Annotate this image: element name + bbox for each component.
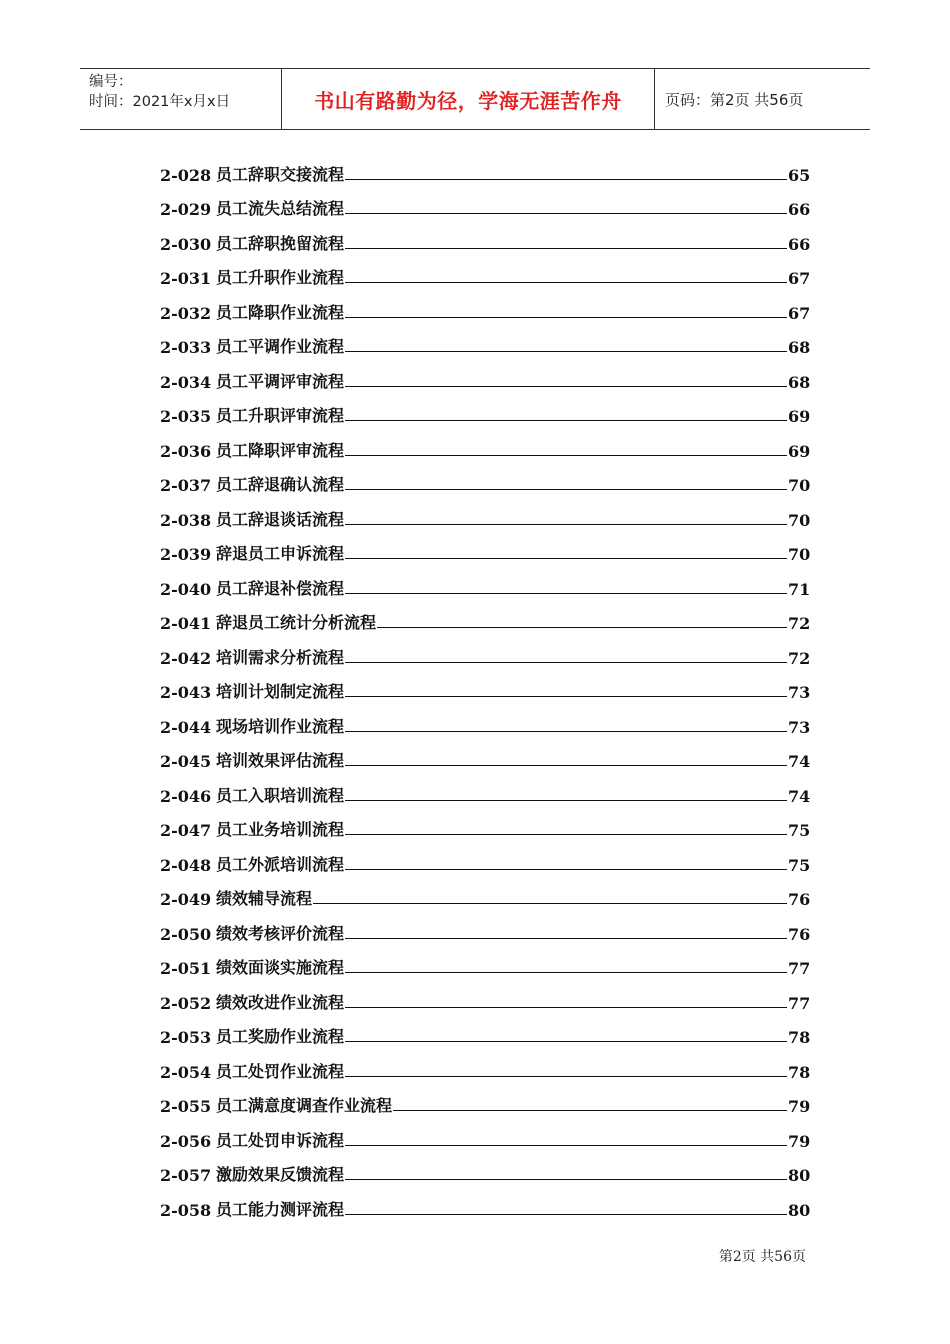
toc-entry-title: 员工平调评审流程	[216, 371, 345, 391]
toc-leader-line	[345, 1214, 787, 1215]
toc-entry-title: 员工辞退谈话流程	[216, 509, 345, 529]
toc-entry[interactable]	[160, 633, 811, 668]
toc-entry-code: 2-029	[160, 200, 212, 219]
toc-entry-title: 员工外派培训流程	[216, 854, 345, 874]
toc-entry[interactable]	[160, 909, 811, 944]
toc-entry-code: 2-050	[160, 924, 212, 944]
toc-entry-page: 72	[788, 614, 811, 633]
toc-entry[interactable]	[160, 426, 811, 461]
toc-entry[interactable]	[160, 806, 811, 841]
toc-entry-page: 78	[788, 1028, 811, 1047]
toc-entry-code: 2-047	[160, 821, 212, 840]
toc-entry-code: 2-036	[160, 441, 212, 461]
toc-leader-line	[345, 696, 787, 697]
toc-entry-page: 72	[788, 648, 811, 668]
toc-entry-code: 2-048	[160, 855, 212, 875]
toc-entry-page: 77	[788, 993, 811, 1013]
document-number-label: 编号：	[89, 74, 133, 90]
toc-entry-page: 80	[788, 1166, 811, 1185]
toc-entry[interactable]	[160, 944, 811, 979]
toc-leader-line	[345, 213, 787, 214]
toc-entry-page: 67	[788, 269, 811, 288]
toc-leader-line	[345, 593, 787, 594]
toc-entry[interactable]	[160, 702, 811, 737]
toc-leader-line	[345, 1179, 787, 1180]
toc-leader-line	[345, 662, 787, 663]
page-footer: 第2页 共56页	[718, 1249, 806, 1265]
toc-leader-line	[345, 489, 787, 490]
toc-entry[interactable]	[160, 357, 811, 392]
toc-entry[interactable]	[160, 150, 811, 185]
toc-entry-title: 辞退员工申诉流程	[216, 544, 345, 563]
toc-entry-code: 2-054	[160, 1062, 212, 1082]
toc-leader-line	[345, 351, 787, 352]
toc-entry-code: 2-043	[160, 683, 212, 702]
toc-leader-line	[345, 834, 787, 835]
toc-entry-title: 员工降职评审流程	[216, 440, 345, 460]
toc-entry-code: 2-055	[160, 1097, 212, 1116]
toc-leader-line	[345, 420, 787, 421]
toc-leader-line	[345, 1145, 787, 1146]
toc-leader-line	[345, 1007, 787, 1008]
toc-leader-line	[393, 1110, 787, 1111]
document-time-label: 时间：2021年x月x日	[89, 94, 231, 110]
toc-entry-title: 员工升职作业流程	[216, 268, 345, 287]
toc-entry-title: 现场培训作业流程	[216, 716, 345, 736]
toc-entry-page: 67	[788, 303, 811, 323]
toc-entry[interactable]	[160, 495, 811, 530]
toc-entry[interactable]	[160, 185, 811, 220]
toc-entry-page: 73	[788, 717, 811, 737]
toc-entry-title: 员工升职评审流程	[216, 406, 345, 425]
page-header	[80, 68, 870, 130]
toc-entry-title: 激励效果反馈流程	[216, 1165, 345, 1184]
toc-entry[interactable]	[160, 875, 811, 910]
toc-entry[interactable]	[160, 1013, 811, 1048]
toc-entry-code: 2-039	[160, 545, 212, 564]
toc-entry-code: 2-030	[160, 234, 212, 254]
toc-entry[interactable]	[160, 978, 811, 1013]
toc-entry-code: 2-032	[160, 303, 212, 323]
toc-entry-title: 绩效面谈实施流程	[216, 958, 345, 977]
toc-leader-line	[345, 938, 787, 939]
toc-entry-code: 2-034	[160, 372, 212, 392]
toc-entry-page: 69	[788, 407, 811, 426]
toc-entry-page: 71	[788, 579, 811, 599]
toc-entry-code: 2-037	[160, 476, 212, 495]
toc-entry-title: 员工辞退补偿流程	[216, 578, 345, 598]
toc-leader-line	[345, 558, 787, 559]
toc-entry-page: 68	[788, 372, 811, 392]
header-page-label: 页码：第2页 共56页	[665, 90, 804, 109]
toc-entry-code: 2-044	[160, 717, 212, 737]
toc-entry-code: 2-045	[160, 752, 212, 771]
toc-entry[interactable]	[160, 771, 811, 806]
toc-leader-line	[345, 179, 787, 180]
toc-leader-line	[345, 1041, 787, 1042]
toc-entry-title: 员工业务培训流程	[216, 820, 345, 839]
toc-entry-title: 培训需求分析流程	[216, 647, 345, 667]
toc-entry-code: 2-046	[160, 786, 212, 806]
toc-entry-page: 79	[788, 1097, 811, 1116]
toc-entry-code: 2-031	[160, 269, 212, 288]
toc-leader-line	[345, 282, 787, 283]
toc-leader-line	[345, 972, 787, 973]
toc-entry[interactable]	[160, 668, 811, 703]
toc-entry-code: 2-053	[160, 1028, 212, 1047]
toc-entry[interactable]	[160, 219, 811, 254]
toc-entry-page: 65	[788, 165, 811, 185]
toc-entry[interactable]	[160, 1047, 811, 1082]
header-meta	[80, 69, 282, 129]
toc-entry-title: 员工奖励作业流程	[216, 1027, 345, 1046]
toc-entry-page: 73	[788, 683, 811, 702]
toc-entry-page: 75	[788, 855, 811, 875]
toc-entry[interactable]	[160, 530, 811, 565]
toc-entry-code: 2-049	[160, 890, 212, 909]
toc-entry-code: 2-028	[160, 165, 212, 185]
toc-entry-page: 77	[788, 959, 811, 978]
toc-entry-code: 2-033	[160, 338, 212, 357]
toc-entry-title: 员工辞退确认流程	[216, 475, 345, 494]
toc-entry-title: 员工入职培训流程	[216, 785, 345, 805]
toc-entry-page: 70	[788, 510, 811, 530]
toc-entry-title: 员工降职作业流程	[216, 302, 345, 322]
toc-entry-title: 员工辞职交接流程	[216, 164, 345, 184]
toc-entry-page: 66	[788, 200, 811, 219]
toc-entry-page: 74	[788, 786, 811, 806]
toc-leader-line	[345, 869, 787, 870]
toc-entry-page: 66	[788, 234, 811, 254]
toc-leader-line	[377, 627, 787, 628]
header-motto: 书山有路勤为径，学海无涯苦作舟	[282, 69, 655, 129]
toc-entry[interactable]	[160, 1116, 811, 1151]
toc-entry-page: 68	[788, 338, 811, 357]
toc-entry-page: 75	[788, 821, 811, 840]
toc-entry[interactable]	[160, 288, 811, 323]
toc-leader-line	[345, 455, 787, 456]
toc-entry[interactable]	[160, 392, 811, 427]
toc-entry-title: 绩效辅导流程	[216, 889, 313, 908]
toc-leader-line	[345, 524, 787, 525]
toc-entry-page: 70	[788, 476, 811, 495]
table-of-contents	[160, 150, 811, 1220]
toc-entry[interactable]	[160, 564, 811, 599]
toc-entry-title: 员工处罚作业流程	[216, 1061, 345, 1081]
toc-leader-line	[345, 731, 787, 732]
toc-entry-title: 绩效改进作业流程	[216, 992, 345, 1012]
toc-entry-page: 70	[788, 545, 811, 564]
toc-entry[interactable]	[160, 461, 811, 496]
toc-leader-line	[345, 800, 787, 801]
toc-leader-line	[313, 903, 787, 904]
toc-entry-title: 员工满意度调查作业流程	[216, 1096, 393, 1115]
toc-entry-page: 76	[788, 924, 811, 944]
toc-entry[interactable]	[160, 737, 811, 772]
toc-entry-title: 培训效果评估流程	[216, 751, 345, 770]
toc-entry-page: 69	[788, 441, 811, 461]
toc-entry[interactable]	[160, 323, 811, 358]
toc-entry-page: 79	[788, 1131, 811, 1151]
toc-entry-code: 2-051	[160, 959, 212, 978]
toc-entry-code: 2-052	[160, 993, 212, 1013]
toc-entry[interactable]	[160, 840, 811, 875]
toc-entry-code: 2-035	[160, 407, 212, 426]
toc-entry-title: 员工处罚申诉流程	[216, 1130, 345, 1150]
toc-entry-page: 80	[788, 1200, 811, 1220]
toc-entry[interactable]	[160, 599, 811, 634]
toc-entry-title: 员工流失总结流程	[216, 199, 345, 218]
toc-entry-title: 培训计划制定流程	[216, 682, 345, 701]
toc-leader-line	[345, 317, 787, 318]
toc-leader-line	[345, 1076, 787, 1077]
toc-entry-title: 员工平调作业流程	[216, 337, 345, 356]
toc-entry-title: 绩效考核评价流程	[216, 923, 345, 943]
toc-entry-code: 2-041	[160, 614, 212, 633]
toc-entry-title: 辞退员工统计分析流程	[216, 613, 377, 632]
toc-entry-title: 员工能力测评流程	[216, 1199, 345, 1219]
toc-entry-code: 2-058	[160, 1200, 212, 1220]
toc-leader-line	[345, 765, 787, 766]
toc-entry-page: 76	[788, 890, 811, 909]
toc-entry[interactable]	[160, 254, 811, 289]
toc-entry-page: 78	[788, 1062, 811, 1082]
toc-entry[interactable]	[160, 1185, 811, 1220]
toc-entry[interactable]	[160, 1151, 811, 1186]
toc-entry-code: 2-038	[160, 510, 212, 530]
toc-entry-code: 2-057	[160, 1166, 212, 1185]
toc-entry-page: 74	[788, 752, 811, 771]
toc-entry-code: 2-040	[160, 579, 212, 599]
toc-leader-line	[345, 248, 787, 249]
toc-leader-line	[345, 386, 787, 387]
toc-entry-title: 员工辞职挽留流程	[216, 233, 345, 253]
toc-entry-code: 2-056	[160, 1131, 212, 1151]
toc-entry-code: 2-042	[160, 648, 212, 668]
toc-entry[interactable]	[160, 1082, 811, 1117]
